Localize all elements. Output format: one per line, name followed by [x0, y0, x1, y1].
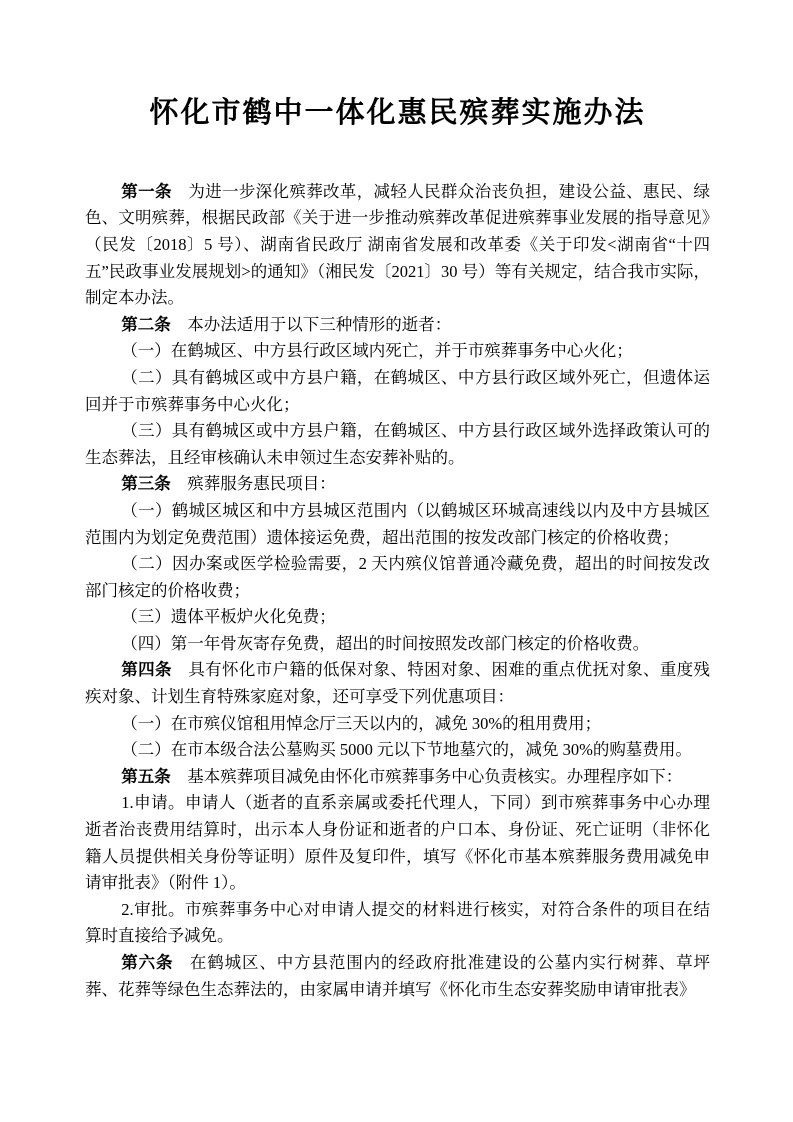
- paragraph: [85, 179, 710, 312]
- paragraph: [85, 950, 710, 1003]
- paragraph-text: （二）在市本级合法公墓购买 5000 元以下节地墓穴的，减免 30%的购墓费用。: [121, 740, 692, 760]
- paragraph: [85, 471, 710, 498]
- paragraph-text: 本办法适用于以下三种情形的逝者：: [187, 314, 452, 334]
- paragraph-text: （三）具有鹤城区或中方县户籍，在鹤城区、中方县行政区域外选择政策认可的生态葬法，且经审核确认未申领过生态安葬补贴的。: [85, 421, 710, 467]
- article-number: 第一条: [121, 181, 172, 201]
- paragraph: [85, 631, 710, 658]
- paragraph: [85, 790, 710, 896]
- paragraph-text: 基本殡葬项目减免由怀化市殡葬事务中心负责核实。办理程序如下：: [187, 766, 683, 786]
- paragraph-text: （一）在鹤城区、中方县行政区域内死亡，并于市殡葬事务中心火化；: [121, 341, 633, 361]
- document-body: [85, 179, 710, 1003]
- paragraph-text: （四）第一年骨灰寄存免费，超出的时间按照发改部门核定的价格收费。: [121, 633, 650, 653]
- paragraph-text: （二）因办案或医学检验需要，2 天内殡仪馆普通冷藏免费，超出的时间按发改部门核定的价格收费；: [85, 554, 710, 600]
- paragraph-text: 殡葬服务惠民项目：: [187, 474, 336, 494]
- paragraph: [85, 418, 710, 471]
- paragraph-text: （二）具有鹤城区或中方县户籍，在鹤城区、中方县行政区域外死亡，但遗体运回并于市殡葬事务中心火化；: [85, 367, 710, 414]
- paragraph: [85, 498, 710, 551]
- paragraph-text: 为进一步深化殡葬改革，减轻人民群众治丧负担，建设公益、惠民、绿色、文明殡葬，根据民政部《关于进一步推动殡葬改革促进殡葬事业发展的指导意见》（民发〔2018〕5 号）、湖南省民政厅 湖南省发展和改革委《关于印发<湖南省“十四五”民政事业发展规划>的通知》（湘民发〔2021〕30 号）等有关规定，结合我市实际，制定本办法。: [85, 181, 711, 308]
- paragraph: [85, 312, 710, 339]
- article-number: 第三条: [121, 474, 171, 494]
- paragraph: [85, 338, 710, 365]
- paragraph: [85, 764, 710, 791]
- paragraph-text: 2.审批。市殡葬事务中心对申请人提交的材料进行核实，对符合条件的项目在结算时直接给予减免。: [85, 899, 710, 946]
- paragraph-text: （一）在市殡仪馆租用悼念厅三天以内的，减免 30%的租用费用；: [121, 713, 602, 733]
- paragraph: [85, 551, 710, 604]
- article-number: 第六条: [121, 953, 174, 973]
- paragraph-text: （三）遗体平板炉火化免费；: [121, 607, 336, 627]
- paragraph: [85, 365, 710, 418]
- paragraph: [85, 711, 710, 738]
- document-title: 怀化市鹤中一体化惠民殡葬实施办法: [149, 97, 646, 129]
- article-number: 第四条: [121, 660, 172, 680]
- article-number: 第五条: [121, 766, 171, 786]
- article-number: 第二条: [121, 314, 171, 334]
- paragraph-text: 1.申请。申请人（逝者的直系亲属或委托代理人，下同）到市殡葬事务中心办理逝者治丧费用结算时，出示本人身份证和逝者的户口本、身份证、死亡证明（非怀化籍人员提供相关身份等证明）原件及复印件，填写《怀化市基本殡葬服务费用减免申请审批表》（附件 1）。: [85, 793, 710, 893]
- paragraph: [85, 657, 710, 710]
- paragraph: [85, 737, 710, 764]
- paragraph-text: 在鹤城区、中方县范围内的经政府批准建设的公墓内实行树葬、草坪葬、花葬等绿色生态葬法的，由家属申请并填写《怀化市生态安葬奖励申请审批表》: [85, 953, 711, 999]
- paragraph-text: （一）鹤城区城区和中方县城区范围内（以鹤城区环城高速线以内及中方县城区范围内为划定免费范围）遗体接运免费，超出范围的按发改部门核定的价格收费；: [85, 500, 710, 547]
- paragraph-text: 具有怀化市户籍的低保对象、特困对象、困难的重点优抚对象、重度残疾对象、计划生育特殊家庭对象，还可享受下列优惠项目：: [85, 660, 711, 707]
- paragraph: [85, 604, 710, 631]
- paragraph: [85, 897, 710, 950]
